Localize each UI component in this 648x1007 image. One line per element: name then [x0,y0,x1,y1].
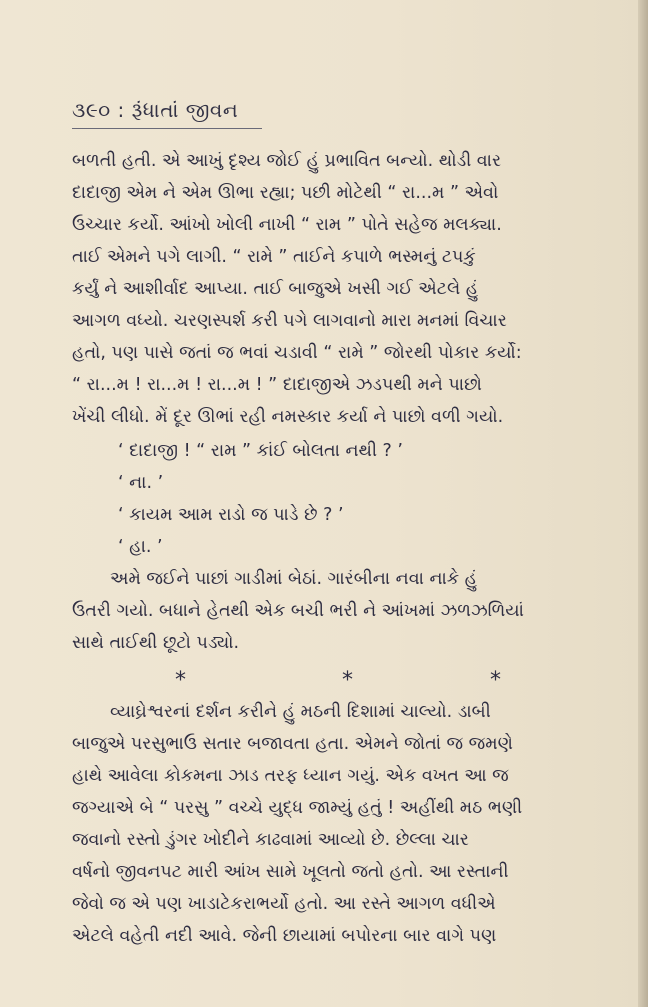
text-line: સાથે તાઈથી છૂટો પડ્યો. [72,633,240,653]
text-line: તાઈ એમને પગે લાગી. “ રામે ” તાઈને કપાળે ભસ્મનું ટપકું [72,247,476,267]
dialogue-line: ‘ ના. ’ [118,473,164,493]
text-line: હાથે આવેલા કોકમના ઝાડ તરફ ધ્યાન ગયું. એક વખત આ જ [72,766,509,786]
dialogue-line: ‘ દાદાજી ! “ રામ ” કાંઈ બોલતા નથી ? ’ [118,441,403,461]
text-line: “ રા...મ ! રા...મ ! રા...મ ! ” દાદાજીએ ઝડપથી મને પાછો [72,375,482,395]
text-line: કર્યું ને આશીર્વાદ આપ્યા. તાઈ બાજુએ ખસી ગઈ એટલે હું [72,279,479,299]
text-line: બળતી હતી. એ આખું દૃશ્ય જોઈ હું પ્રભાવિત બન્યો. થોડી વાર [72,151,502,171]
dialogue-line: ‘ હા. ’ [118,537,163,557]
section-break [0,668,648,693]
page-spine-edge [638,0,648,1007]
text-line: દાદાજી એમ ને એમ ઊભા રહ્યા; પછી મોટેથી “ રા...મ ” એવો [72,183,499,203]
text-line: હતો, પણ પાસે જતાં જ ભવાં ચડાવી “ રામે ” જોરથી પોકાર કર્યો: [72,343,522,363]
text-line: જવાનો રસ્તો ડુંગર ખોદીને કાઢવામાં આવ્યો છે. છેલ્લા ચાર [72,830,469,850]
page-header: ૩૯૦ : રૂંધાતાં જીવન [72,98,239,122]
text-line: જેવો જ એ પણ ખાડાટેકરાભર્યો હતો. આ રસ્તે આગળ વધીએ [72,894,496,914]
text-line: બાજુએ પરસુભાઉ સતાર બજાવતા હતા. એમને જોતાં જ જમણે [72,734,513,754]
text-line: એટલે વહેતી નદી આવે. જેની છાયામાં બપોરના બાર વાગે પણ [72,926,497,946]
text-line: ઉચ્ચાર કર્યો. આંખો ખોલી નાખી “ રામ ” પોતે સહેજ મલક્યા. [72,215,502,235]
section-break-asterisk: * [342,668,353,693]
text-line: ઉતરી ગયો. બધાને હેતથી એક બચી ભરી ને આંખમાં ઝળઝળિયાં [72,601,524,621]
text-line: ખેંચી લીધો. મેં દૂર ઊભાં રહી નમસ્કાર કર્યા ને પાછો વળી ગયો. [72,407,504,427]
text-line: જગ્યાએ બે “ પરસુ ” વચ્ચે યુદ્ધ જામ્યું હતું ! અહીંથી મઠ ભણી [72,798,523,818]
header-underline [72,128,262,129]
section-break-asterisk: * [175,668,186,693]
dialogue-line: ‘ કાયમ આમ રાડો જ પાડે છે ? ’ [118,505,344,525]
section-break-asterisk: * [490,668,501,693]
text-line: આગળ વધ્યો. ચરણસ્પર્શ કરી પગે લાગવાનો મારા મનમાં વિચાર [72,311,507,331]
text-line: વ્યાઘ્રેશ્વરનાં દર્શન કરીને હું મઠની દિશામાં ચાલ્યો. ડાબી [110,702,491,722]
text-line: વર્ષનો જીવનપટ મારી આંખ સામે ખૂલતો જતો હતો. આ રસ્તાની [72,862,509,882]
text-line: અમે જઈને પાછાં ગાડીમાં બેઠાં. ગારંબીના નવા નાકે હું [110,569,478,589]
